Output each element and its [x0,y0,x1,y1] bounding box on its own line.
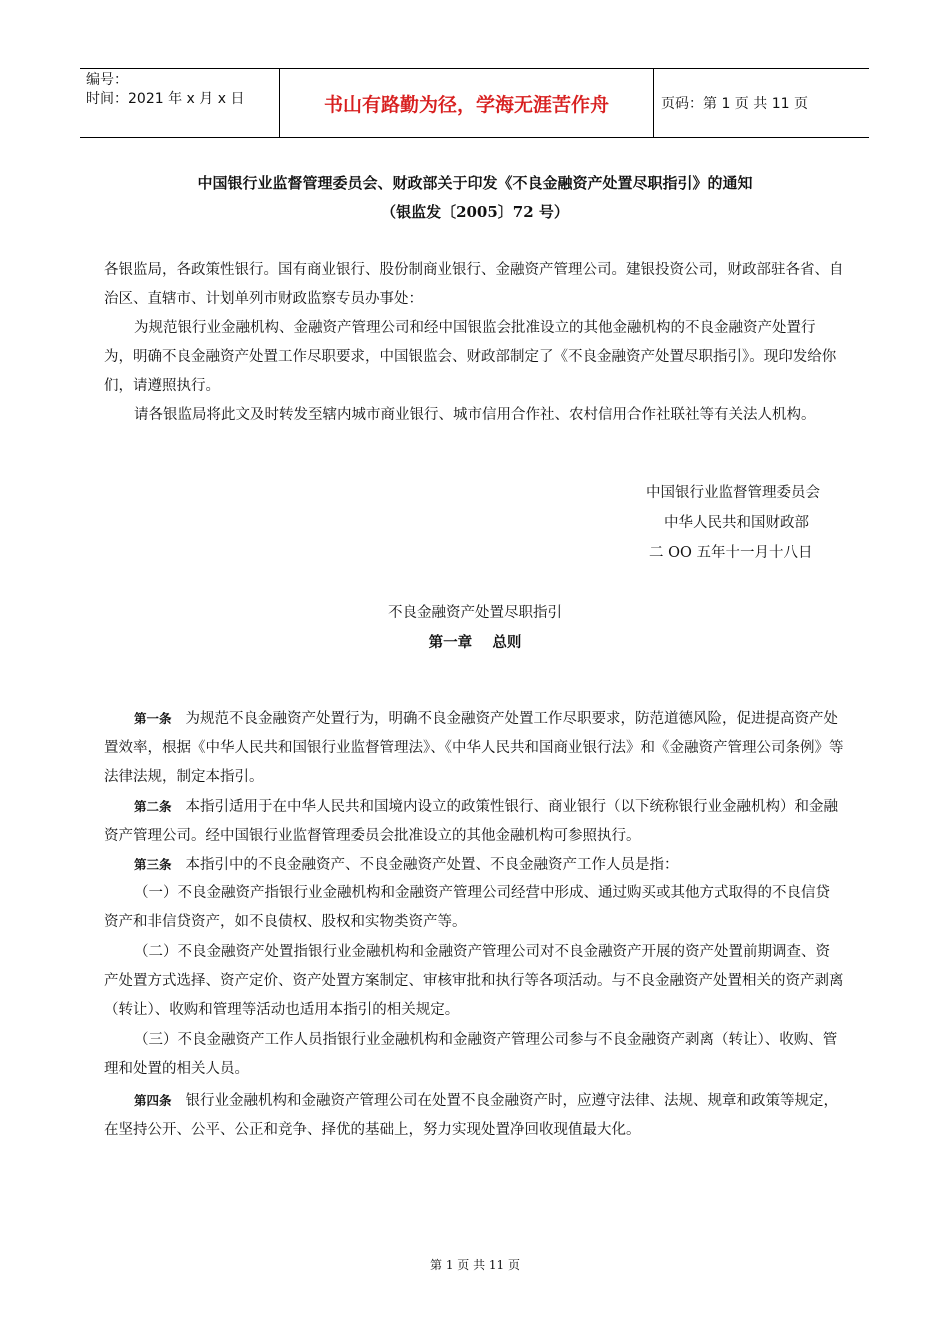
page-label: 页码：第 1 页 共 11 页 [661,96,808,112]
time-label: 时间：2021 年 x 月 x 日 [86,91,245,107]
article-3-item-1: （一）不良金融资产指银行业金融机构和金融资产管理公司经营中形成、通过购买或其他方式取得的不良信贷资产和非信贷资产，如不良债权、股权和实物类资产等。 [104,885,830,930]
notice-addressee: 各银监局，各政策性银行。国有商业银行、股份制商业银行、金融资产管理公司。建银投资公司，财政部驻各省、自治区、直辖市、计划单列市财政监察专员办事处： [104,262,844,307]
article-4 [104,1086,844,1145]
article-4-text: 银行业金融机构和金融资产管理公司在处置不良金融资产时，应遵守法律、法规、规章和政策等规定，在坚持公开、公平、公正和竞争、择优的基础上，努力实现处置净回收现值最大化。 [104,1093,839,1138]
article-3-text: 本指引中的不良金融资产、不良金融资产处置、不良金融资产工作人员是指： [185,857,679,873]
article-1-label: 第一条 [134,711,172,726]
article-4-label: 第四条 [134,1093,172,1108]
article-2-text: 本指引适用于在中华人民共和国境内设立的政策性银行、商业银行（以下统称银行业金融机构）和金融资产管理公司。经中国银行业监督管理委员会批准设立的其他金融机构可参照执行。 [104,799,839,844]
article-3-item-2: （二）不良金融资产处置指银行业金融机构和金融资产管理公司对不良金融资产开展的资产处置前期调查、资产处置方式选择、资产定价、资产处置方案制定、审核审批和执行等各项活动。与不良金融资产处置相关的资产剥离（转让）、收购和管理等活动也适用本指引的相关规定。 [104,944,844,1018]
article-1-text: 为规范不良金融资产处置行为，明确不良金融资产处置工作尽职要求，防范道德风险，促进提高资产处置效率，根据《中华人民共和国银行业监督管理法》、《中华人民共和国商业银行法》和《金融资产管理公司条例》等法律法规，制定本指引。 [104,711,844,785]
notice-paragraph-2: 请各银监局将此文及时转发至辖内城市商业银行、城市信用合作社、农村信用合作社联社等有关法人机构。 [134,407,816,423]
article-2-label: 第二条 [134,799,172,814]
header-table [80,68,869,138]
signer-cbrc: 中国银行业监督管理委员会 [646,485,820,501]
page-footer: 第 1 页 共 11 页 [430,1258,520,1272]
guide-title: 不良金融资产处置尽职指引 [388,605,562,621]
motto: 书山有路勤为径，学海无涯苦作舟 [280,69,654,137]
notice-paragraph-1: 为规范银行业金融机构、金融资产管理公司和经中国银监会批准设立的其他金融机构的不良金融资产处置行为，明确不良金融资产处置工作尽职要求，中国银监会、财政部制定了《不良金融资产处置尽职指引》。现印发给你们，请遵照执行。 [104,320,837,394]
chapter-heading: 第一章 总则 [428,634,522,651]
article-2 [104,792,844,851]
number-label: 编号： [86,72,128,88]
notice-date: 二 OO 五年十一月十八日 [649,545,813,561]
article-3 [104,850,844,880]
notice-doc-number: （银监发〔2005〕72 号） [381,203,569,221]
header-meta-cell [80,69,280,137]
signer-mof: 中华人民共和国财政部 [664,515,809,531]
article-3-item-3: （三）不良金融资产工作人员指银行业金融机构和金融资产管理公司参与不良金融资产剥离（转让）、收购、管理和处置的相关人员。 [104,1032,838,1077]
article-3-label: 第三条 [134,857,172,872]
notice-title: 中国银行业监督管理委员会、财政部关于印发《不良金融资产处置尽职指引》的通知 [197,174,753,192]
article-1 [104,704,844,792]
